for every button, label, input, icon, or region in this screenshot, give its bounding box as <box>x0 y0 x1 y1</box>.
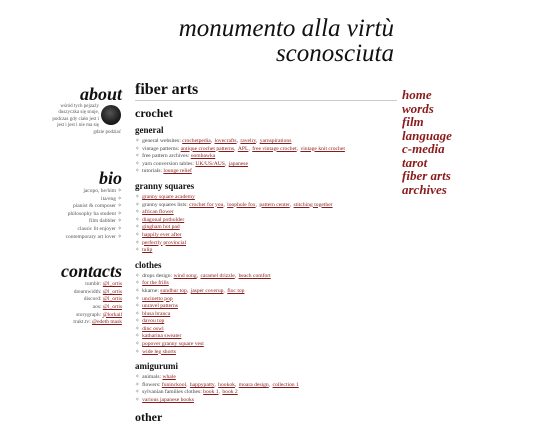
bullet-icon: ✧ <box>135 303 142 310</box>
poem-line: podczas gdy ciało jest i <box>52 116 99 122</box>
item-prefix: general websites: <box>142 138 183 144</box>
nav-link-words[interactable]: words <box>402 100 434 116</box>
list-item <box>135 333 397 341</box>
bullet-icon: ✧ <box>135 341 142 348</box>
contact-item <box>0 289 122 297</box>
resource-link[interactable]: oombawka <box>190 153 216 160</box>
bullet-icon: ✧ <box>135 348 142 355</box>
list-item <box>135 232 397 240</box>
separator: , <box>214 381 218 388</box>
resource-link[interactable]: beach comfort <box>238 272 271 279</box>
star-icon: ✧ <box>117 188 122 194</box>
resource-link[interactable]: hookok <box>218 381 235 388</box>
separator: , <box>255 201 259 208</box>
site-title-line-2: sconosciuta <box>275 40 394 67</box>
bullet-icon: ✧ <box>135 193 142 200</box>
contacts-list <box>0 281 122 327</box>
site-title <box>179 16 394 66</box>
resource-link[interactable]: jasper coverup <box>190 287 224 294</box>
resource-link[interactable]: book 2 <box>222 389 238 396</box>
resource-link[interactable]: davou top <box>142 318 165 325</box>
item-prefix: yarn conversion tables: <box>142 160 196 167</box>
list-item <box>135 311 397 319</box>
list-item <box>135 168 397 176</box>
separator: , <box>186 287 190 294</box>
star-icon: ✧ <box>117 210 122 217</box>
list-item <box>135 296 397 304</box>
resource-link[interactable]: collection 1 <box>272 381 299 388</box>
list-item <box>135 138 397 146</box>
resource-link[interactable]: wide leg shorts <box>142 348 176 355</box>
nav-link-archives[interactable]: archives <box>402 181 447 197</box>
bullet-icon: ✧ <box>135 325 142 332</box>
nav-link-home[interactable]: home <box>402 87 432 102</box>
contact-link[interactable]: @lorkail <box>102 311 122 318</box>
list-item <box>135 389 397 397</box>
star-icon: ✧ <box>117 195 122 202</box>
separator: , <box>234 381 238 388</box>
contact-item <box>0 296 122 304</box>
star-icon: ✧ <box>117 218 122 225</box>
list-item <box>135 202 397 210</box>
separator: , <box>223 201 227 208</box>
resource-link[interactable]: stitching together <box>293 201 333 208</box>
bio-item <box>0 234 122 242</box>
item-prefix: animals: <box>142 374 163 381</box>
item-prefix: free pattern archives: <box>142 153 191 160</box>
bio-heading: bio <box>98 168 122 188</box>
separator: , <box>255 138 259 144</box>
site-title-line-1: monumento alla virtù <box>178 15 394 42</box>
bio-text: philosophy ba student <box>67 210 118 217</box>
list-item <box>135 209 397 217</box>
contact-label: trakt.tv: <box>73 319 93 326</box>
bullet-icon: ✧ <box>135 389 142 396</box>
poem-line: duszyczka się snuje, <box>58 110 99 116</box>
poem-line: jest i jest i nie ma się <box>57 123 99 129</box>
bio-text: classic lit enjoyer <box>77 225 118 232</box>
star-icon: ✧ <box>117 203 122 210</box>
list-item <box>135 397 397 405</box>
about-block <box>0 104 122 154</box>
list-item <box>135 153 397 161</box>
link-list <box>135 374 397 404</box>
bullet-icon: ✧ <box>135 231 142 238</box>
contact-label: aos: <box>92 303 103 310</box>
separator: , <box>289 201 293 208</box>
contacts-heading: contacts <box>61 261 122 282</box>
resource-link[interactable]: pattern center <box>259 201 290 208</box>
resource-link[interactable]: lovecrafts <box>214 138 237 144</box>
bullet-icon: ✧ <box>135 272 142 279</box>
contact-label: storygraph: <box>76 311 103 318</box>
list-item <box>135 224 397 232</box>
bio-item <box>0 203 122 211</box>
resource-link[interactable]: floc top <box>227 287 245 294</box>
item-prefix: drops design: <box>142 272 174 279</box>
resource-link[interactable]: happypatty <box>189 381 215 388</box>
separator: , <box>218 389 222 396</box>
resource-link[interactable]: free vintage crochet <box>252 145 297 152</box>
nav-link-fiber-arts[interactable]: fiber arts <box>402 168 451 183</box>
list-item <box>135 194 397 202</box>
contact-link[interactable]: @l_ortis <box>102 288 122 295</box>
resource-link[interactable]: wind song <box>173 272 197 279</box>
resource-link[interactable]: diagonal potholder <box>142 216 185 223</box>
resource-link[interactable]: katharina sweater <box>142 333 182 340</box>
resource-link[interactable]: ravelry <box>240 138 256 144</box>
resource-link[interactable]: happily ever after <box>142 231 182 238</box>
bullet-icon: ✧ <box>135 280 142 287</box>
resource-link[interactable]: crochet for you <box>189 201 224 208</box>
contact-item <box>0 319 122 327</box>
list-item <box>135 349 397 357</box>
separator: , <box>223 287 227 294</box>
bullet-icon: ✧ <box>135 216 142 223</box>
bullet-icon: ✧ <box>135 153 142 160</box>
main-content <box>135 81 397 427</box>
list-item <box>135 318 397 326</box>
subsection-heading: granny squares <box>135 180 195 191</box>
contact-link[interactable]: @l_ortis <box>102 303 122 310</box>
resource-link[interactable]: perfectly provincial <box>142 239 187 246</box>
resource-link[interactable]: loophole fox <box>227 201 256 208</box>
resource-link[interactable]: for the frills <box>142 280 169 287</box>
poem-line: wśród tych pejzaży <box>60 104 99 109</box>
bio-item <box>0 226 122 234</box>
separator: , <box>196 272 200 279</box>
contact-item <box>0 304 122 312</box>
link-list <box>135 194 397 255</box>
resource-link[interactable]: UK/US/AUS <box>195 160 225 167</box>
resource-link[interactable]: lounge relief <box>163 168 192 175</box>
avatar <box>101 105 121 125</box>
item-prefix: vintage patterns: <box>142 145 181 152</box>
resource-link[interactable]: sundhur top <box>160 287 187 294</box>
bullet-icon: ✧ <box>135 160 142 167</box>
list-item <box>135 341 397 349</box>
contact-link[interactable]: @l_ortis <box>102 296 122 303</box>
separator: , <box>296 145 300 152</box>
contact-item <box>0 312 122 320</box>
nav-link-film[interactable]: film <box>402 114 424 129</box>
resource-link[interactable]: african flower <box>142 209 174 216</box>
item-prefix: granny squares lists: <box>142 201 190 208</box>
resource-link[interactable]: caramel drizzle <box>200 272 235 279</box>
bullet-icon: ✧ <box>135 287 142 294</box>
bullet-icon: ✧ <box>135 209 142 216</box>
contact-item <box>0 281 122 289</box>
item-prefix: kkarne: <box>142 287 161 294</box>
resource-link[interactable]: blusa branca <box>142 310 171 317</box>
resource-link[interactable]: unravel patterns <box>142 303 178 310</box>
resource-link[interactable]: various japanese books <box>142 397 194 404</box>
separator: , <box>234 272 238 279</box>
bullet-icon: ✧ <box>135 224 142 231</box>
section-heading: other <box>135 409 163 424</box>
bullet-icon: ✧ <box>135 168 142 175</box>
subsection-heading: general <box>135 125 164 135</box>
bio-text: contemporary art lover <box>65 233 118 240</box>
page-title: fiber arts <box>135 81 397 101</box>
link-list <box>135 138 397 176</box>
about-heading: about <box>79 84 122 104</box>
bio-item <box>0 218 122 226</box>
bullet-icon: ✧ <box>135 138 142 144</box>
separator: , <box>236 138 240 144</box>
bullet-icon: ✧ <box>135 318 142 325</box>
bio-text: pianist & composer <box>72 203 118 210</box>
item-prefix: flowers: <box>142 381 162 388</box>
nav-link-language[interactable]: language <box>402 127 452 143</box>
nav-link-tarot[interactable]: tarot <box>402 154 428 170</box>
star-icon: ✧ <box>117 233 122 240</box>
separator: , <box>210 138 214 144</box>
resource-link[interactable]: dinc oswl <box>142 325 164 332</box>
bio-item <box>0 188 122 196</box>
resource-link[interactable]: funinckool <box>161 381 187 388</box>
item-prefix: sylvanian families clothes: <box>142 389 204 396</box>
list-item <box>135 374 397 382</box>
bullet-icon: ✧ <box>135 239 142 246</box>
resource-link[interactable]: granny square academy <box>142 193 195 200</box>
bullet-icon: ✧ <box>135 145 142 152</box>
bio-list <box>0 188 122 241</box>
separator: , <box>248 145 252 152</box>
separator: , <box>268 381 272 388</box>
bullet-icon: ✧ <box>135 374 142 381</box>
site-nav <box>402 88 452 196</box>
resource-link[interactable]: uncinetto pop <box>142 295 173 302</box>
separator: , <box>234 145 237 152</box>
star-icon: ✧ <box>117 225 122 232</box>
link-list <box>135 273 397 357</box>
about-poem <box>52 104 121 135</box>
list-item <box>135 240 397 248</box>
resource-link[interactable]: book 1 <box>203 389 219 396</box>
resource-link[interactable]: moara design <box>238 381 269 388</box>
list-item <box>135 273 397 281</box>
separator: , <box>186 381 189 388</box>
list-item <box>135 303 397 311</box>
bullet-icon: ✧ <box>135 397 142 404</box>
item-prefix: tutorials: <box>142 168 164 175</box>
contact-label: tumblr: <box>85 281 103 288</box>
resource-link[interactable]: APL <box>237 145 249 152</box>
resource-link[interactable]: tulip <box>142 247 153 254</box>
resource-link[interactable]: popover granny square vest <box>142 341 204 348</box>
resource-link[interactable]: gingham hot pad <box>142 224 180 231</box>
resource-link[interactable]: vintage knit crochet <box>300 145 345 152</box>
contact-link[interactable]: @l_ortis <box>102 281 122 288</box>
contact-link[interactable]: @edeth mask <box>92 319 122 326</box>
bullet-icon: ✧ <box>135 247 142 254</box>
bio-text: jacopo, he/him <box>83 188 118 194</box>
left-sidebar <box>0 84 122 327</box>
bullet-icon: ✧ <box>135 295 142 302</box>
subsection-heading: amigurumi <box>135 361 179 372</box>
nav-link-c-media[interactable]: c-media <box>402 141 445 156</box>
bullet-icon: ✧ <box>135 381 142 388</box>
list-item <box>135 288 397 296</box>
subsection-heading: clothes <box>135 259 162 270</box>
bullet-icon: ✧ <box>135 333 142 340</box>
contact-label: dreamwidth: <box>73 288 103 295</box>
resource-link[interactable]: antique crochet patterns <box>180 145 235 152</box>
separator: , <box>224 160 228 167</box>
resource-link[interactable]: japanese <box>228 160 248 167</box>
bullet-icon: ✧ <box>135 201 142 208</box>
bullet-icon: ✧ <box>135 310 142 317</box>
resource-link[interactable]: whale <box>162 374 176 381</box>
resource-link[interactable]: crochetpedia <box>182 138 211 144</box>
resource-link[interactable]: yarnspirations <box>259 138 292 144</box>
list-item <box>135 247 397 255</box>
bio-text: film dabbler <box>88 218 118 225</box>
list-item <box>135 280 397 288</box>
bio-text: ita/eng <box>101 195 118 202</box>
section-heading: crochet <box>135 106 173 120</box>
contact-label: discord: <box>83 296 103 303</box>
poem-line: gdzie podziać <box>93 129 121 135</box>
